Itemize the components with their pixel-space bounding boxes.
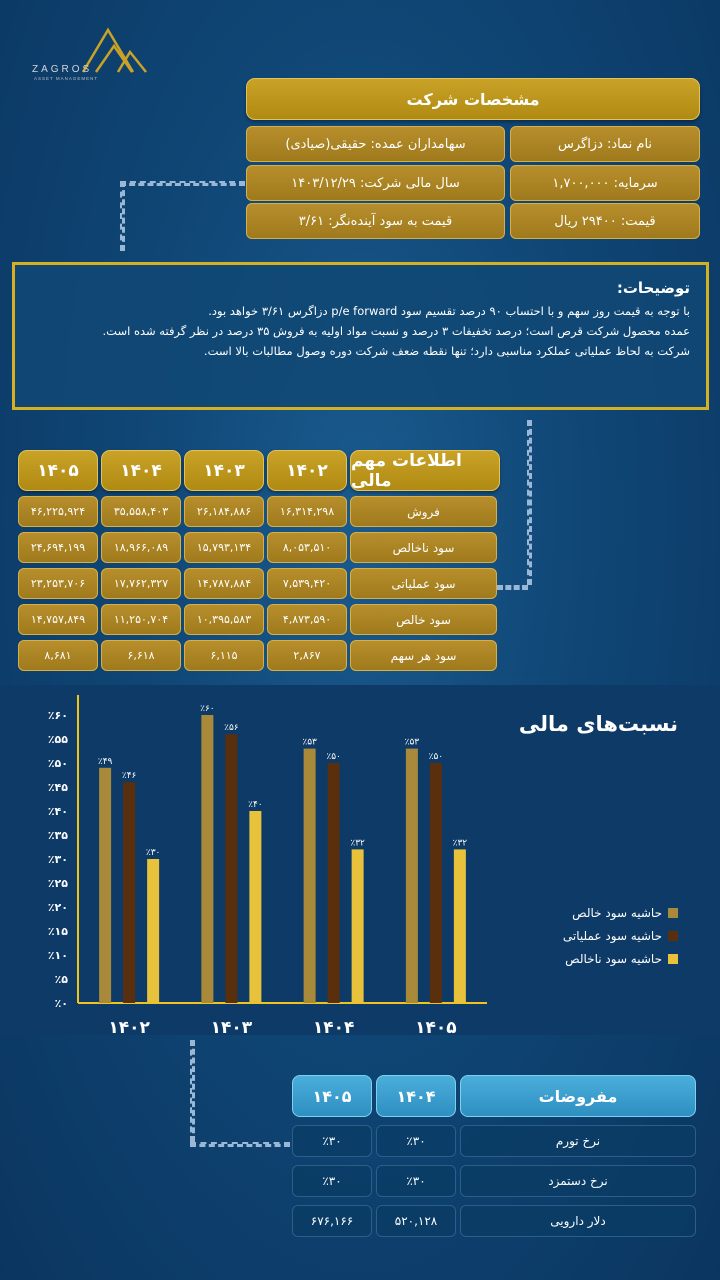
x-tick-label: ۱۴۰۵ xyxy=(415,1018,457,1035)
info-cell: سرمایه: ۱,۷۰۰,۰۰۰ xyxy=(510,165,700,201)
bar-data-label: ٪۶۰ xyxy=(200,704,215,714)
bar xyxy=(430,763,442,1003)
y-tick-label: ٪۲۰ xyxy=(47,901,68,914)
connector-line xyxy=(497,585,528,590)
financial-value: ۴,۸۷۳,۵۹۰ xyxy=(267,604,347,635)
assumption-value: ٪۳۰ xyxy=(292,1165,372,1197)
legend-label: حاشیه سود خالص xyxy=(572,906,662,920)
y-tick-label: ٪۶۰ xyxy=(47,709,68,722)
assumption-value: ٪۳۰ xyxy=(376,1125,456,1157)
year-header: ۱۴۰۲ xyxy=(267,450,347,491)
x-tick-label: ۱۴۰۴ xyxy=(312,1018,355,1035)
connector-line xyxy=(120,181,125,251)
legend-label: حاشیه سود عملیاتی xyxy=(562,929,662,943)
financial-row-label: سود عملیاتی xyxy=(350,568,497,599)
connector-line xyxy=(120,181,245,186)
info-cell: قیمت به سود آینده‌نگر: ۳/۶۱ xyxy=(246,203,505,239)
financial-value: ۳۵,۵۵۸,۴۰۳ xyxy=(101,496,181,527)
bar-data-label: ٪۳۲ xyxy=(452,838,468,849)
financial-value: ۶,۶۱۸ xyxy=(101,640,181,671)
financial-value: ۷,۵۳۹,۴۲۰ xyxy=(267,568,347,599)
bar xyxy=(249,811,261,1003)
assumption-label: نرخ دستمزد xyxy=(460,1165,696,1197)
financial-title: اطلاعات مهم مالی xyxy=(350,450,500,491)
financial-value: ۱۷,۷۶۲,۳۲۷ xyxy=(101,568,181,599)
financial-row-label: سود خالص xyxy=(350,604,497,635)
year-header: ۱۴۰۴ xyxy=(376,1075,456,1117)
bar-data-label: ٪۵۰ xyxy=(326,752,341,762)
bar xyxy=(328,763,340,1003)
bar xyxy=(123,782,135,1003)
financial-row-label: فروش xyxy=(350,496,497,527)
notes-line: با توجه به قیمت روز سهم و با احتساب ۹۰ درصد تقسیم سود p/e forward دزاگرس ۳/۶۱ خواهد بود. xyxy=(208,304,690,318)
info-cell: قیمت: ۲۹۴۰۰ ریال xyxy=(510,203,700,239)
assumptions-title: مفروضات xyxy=(460,1075,696,1117)
bar-data-label: ٪۵۳ xyxy=(302,737,317,748)
bar-data-label: ٪۵۳ xyxy=(404,737,420,748)
y-tick-label: ٪۳۵ xyxy=(47,829,68,842)
bar-data-label: ٪۴۶ xyxy=(121,771,137,782)
notes-title: توضیحات: xyxy=(616,279,690,297)
financial-value: ۲۶,۱۸۴,۸۸۶ xyxy=(184,496,264,527)
company-info-title: مشخصات شرکت xyxy=(246,78,700,120)
financial-value: ۱۱,۲۵۰,۷۰۴ xyxy=(101,604,181,635)
y-tick-label: ٪۱۵ xyxy=(47,925,68,938)
x-tick-label: ۱۴۰۳ xyxy=(210,1018,253,1035)
financial-value: ۲۴,۶۹۴,۱۹۹ xyxy=(18,532,98,563)
connector-line xyxy=(190,1142,290,1147)
chart-title: نسبت‌های مالی xyxy=(518,712,678,736)
bar-data-label: ٪۵۶ xyxy=(224,723,239,734)
financial-value: ۱۴,۷۵۷,۸۴۹ xyxy=(18,604,98,635)
financial-value: ۸,۶۸۱ xyxy=(18,640,98,671)
legend-swatch xyxy=(668,931,678,941)
financial-value: ۸,۰۵۳,۵۱۰ xyxy=(267,532,347,563)
financial-value: ۱۴,۷۸۷,۸۸۴ xyxy=(184,568,264,599)
year-header: ۱۴۰۵ xyxy=(18,450,98,491)
financial-value: ۴۶,۲۲۵,۹۲۴ xyxy=(18,496,98,527)
connector-line xyxy=(527,420,532,585)
year-header: ۱۴۰۳ xyxy=(184,450,264,491)
bar xyxy=(225,734,237,1003)
info-cell: سهامداران عمده: حقیقی(صیادی) xyxy=(246,126,505,162)
logo-subtitle: ASSET MANAGEMENT xyxy=(34,76,99,81)
notes-line: عمده محصول شرکت قرص است؛ درصد تخفیفات ۳ درصد و نسبت مواد اولیه به فروش ۳۵ درصد در نظر گرفته شده است. xyxy=(102,324,690,338)
year-header: ۱۴۰۵ xyxy=(292,1075,372,1117)
ratios-chart xyxy=(0,685,720,1035)
financial-value: ۱۵,۷۹۳,۱۳۴ xyxy=(184,532,264,563)
connector-line xyxy=(190,1040,195,1142)
financial-value: ۱۰,۳۹۵,۵۸۳ xyxy=(184,604,264,635)
legend-label: حاشیه سود ناخالص xyxy=(565,952,662,966)
info-cell: سال مالی شرکت: ۱۴۰۳/۱۲/۲۹ xyxy=(246,165,505,201)
notes-box xyxy=(12,262,709,410)
assumption-label: نرخ تورم xyxy=(460,1125,696,1157)
x-tick-label: ۱۴۰۲ xyxy=(108,1018,150,1035)
y-tick-label: ٪۴۵ xyxy=(47,781,68,794)
assumption-label: دلار دارویی xyxy=(460,1205,696,1237)
y-tick-label: ٪۳۰ xyxy=(47,853,68,866)
financial-row-label: سود هر سهم xyxy=(350,640,497,671)
company-logo xyxy=(28,22,158,82)
bar xyxy=(147,859,159,1003)
bar-data-label: ٪۳۲ xyxy=(350,838,365,849)
legend-swatch xyxy=(668,908,678,918)
financial-row-label: سود ناخالص xyxy=(350,532,497,563)
y-tick-label: ٪۱۰ xyxy=(47,949,68,962)
bar-data-label: ٪۵۰ xyxy=(428,752,444,762)
bar-data-label: ٪۴۹ xyxy=(97,756,113,767)
logo-name: ZAGROS xyxy=(32,64,93,75)
notes-line: شرکت به لحاظ عملیاتی عملکرد مناسبی دارد؛ تنها نقطه ضعف شرکت دوره وصول مطالبات بالا است. xyxy=(203,344,690,358)
assumption-value: ۶۷۶,۱۶۶ xyxy=(292,1205,372,1237)
y-tick-label: ٪۵۰ xyxy=(47,757,68,770)
financial-value: ۶,۱۱۵ xyxy=(184,640,264,671)
y-tick-label: ٪۵۵ xyxy=(47,733,68,746)
financial-value: ۲,۸۶۷ xyxy=(267,640,347,671)
legend-swatch xyxy=(668,954,678,964)
bar xyxy=(454,849,466,1003)
y-tick-label: ٪۲۵ xyxy=(47,877,68,890)
y-tick-label: ٪۵ xyxy=(54,973,68,986)
financial-value: ۱۸,۹۶۶,۰۸۹ xyxy=(101,532,181,563)
bar-data-label: ٪۴۰ xyxy=(248,800,263,810)
info-cell: نام نماد: دزاگرس xyxy=(510,126,700,162)
bar xyxy=(99,768,111,1003)
y-tick-label: ٪۰ xyxy=(54,997,68,1010)
bar xyxy=(304,749,316,1003)
assumption-value: ٪۳۰ xyxy=(376,1165,456,1197)
bar-data-label: ٪۳۰ xyxy=(145,848,161,858)
financial-value: ۱۶,۳۱۴,۲۹۸ xyxy=(267,496,347,527)
assumption-value: ۵۲۰,۱۲۸ xyxy=(376,1205,456,1237)
bar xyxy=(406,749,418,1003)
year-header: ۱۴۰۴ xyxy=(101,450,181,491)
bar xyxy=(352,849,364,1003)
y-tick-label: ٪۴۰ xyxy=(47,805,68,818)
financial-value: ۲۳,۲۵۳,۷۰۶ xyxy=(18,568,98,599)
assumption-value: ٪۳۰ xyxy=(292,1125,372,1157)
bar xyxy=(201,715,213,1003)
